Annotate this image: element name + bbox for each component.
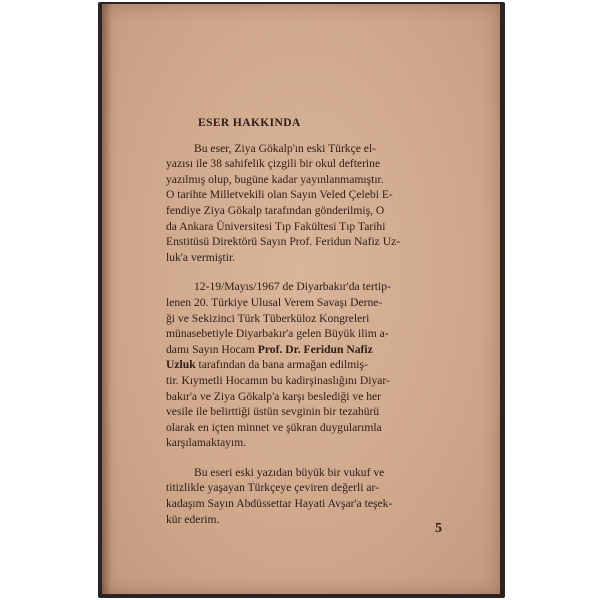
page-number: 5 (435, 521, 442, 536)
section-heading: ESER HAKKINDA (198, 117, 301, 129)
text-line: da Ankara Üniversitesi Tıp Fakültesi Tıp Tarihi (166, 219, 386, 233)
text-line: yazısı ile 38 sahifelik çizgili bir okul defterine (166, 157, 381, 171)
paragraph-3 (166, 465, 448, 527)
page-text (166, 116, 448, 541)
text-line: tir. Kıymetli Hocamın bu kadirşinaslığını Diyar- (166, 373, 390, 387)
paragraph-1 (166, 141, 448, 266)
text-line: kadaşım Sayın Abdüssettar Hayati Avşar'a teşek- (166, 497, 393, 511)
text-line: fendiye Ziya Gökalp tarafından gönderilmiş, O (166, 203, 385, 217)
text-line: olarak en içten minnet ve şükran duygularımla (166, 420, 382, 434)
text-fragment: tarafından da bana armağan edilmiş- (195, 358, 368, 372)
text-line: bakır'a ve Ziya Gökalp'a karşı beslediği ve her (166, 389, 382, 403)
text-line: luk'a vermiştir. (166, 250, 236, 264)
text-line: titizlikle yaşayan Türkçeye çeviren değerli ar- (166, 481, 379, 495)
text-line: O tarihte Milletvekili olan Sayın Veled Çelebi E- (166, 188, 393, 202)
text-line: vesile ile belirttiği üstün sevginin bir tezahürü (166, 405, 380, 419)
text-line: Bu eser, Ziya Gökalp'ın eski Türkçe el- (194, 141, 377, 155)
text-fragment: damı Sayın Hocam (166, 342, 258, 356)
text-line: ği ve Sekizinci Türk Tüberküloz Kongreleri (166, 311, 370, 325)
page-spine-shadow (102, 4, 112, 594)
text-line: yazılmış olup, bugüne kadar yayınlanmamıştır. (166, 172, 384, 186)
paragraph-2 (166, 279, 448, 451)
text-line: karşılamaktayım. (166, 436, 247, 450)
text-line (166, 357, 448, 373)
text-line: kür ederim. (166, 512, 220, 526)
bold-name: Prof. Dr. Feridun Nafiz (257, 342, 373, 356)
text-line: Enstitüsü Direktörü Sayın Prof. Feridun Nafiz Uz- (166, 235, 401, 249)
book-page (102, 4, 500, 594)
text-line: Bu eseri eski yazıdan büyük bir vukuf ve (194, 465, 385, 479)
text-line: 12-19/Mayıs/1967 de Diyarbakır'da tertip- (194, 280, 391, 294)
text-line: münasebetiyle Diyarbakır'a gelen Büyük ilim a- (166, 327, 389, 341)
bold-name: Uzluk (166, 358, 196, 372)
text-line (166, 342, 448, 358)
text-line: lenen 20. Türkiye Ulusal Verem Savaşı Derne- (166, 295, 383, 309)
